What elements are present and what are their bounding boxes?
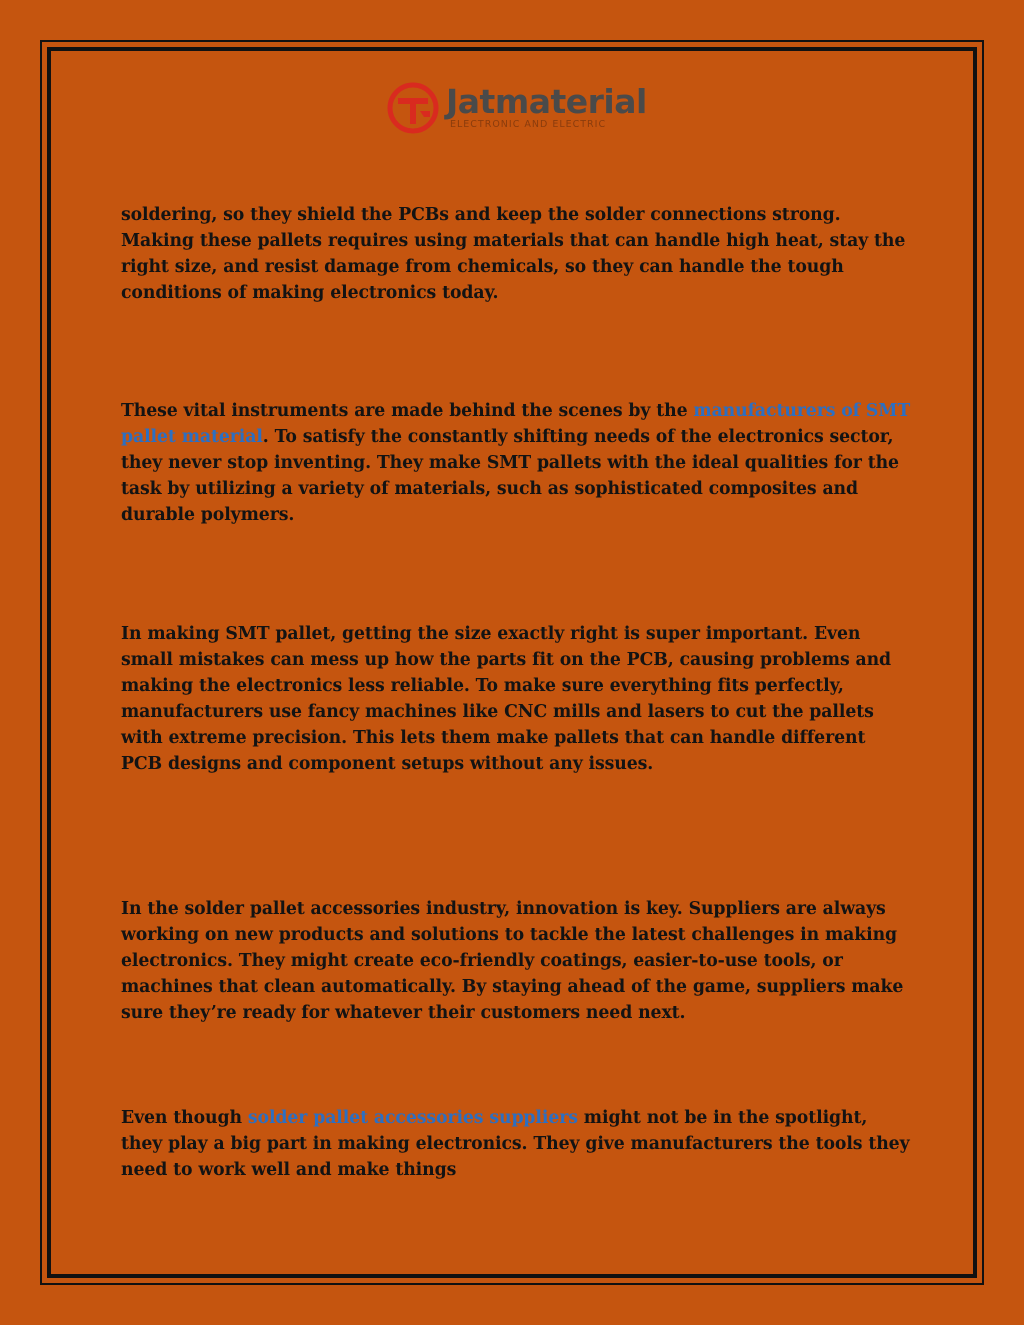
paragraph-pallet-materials: soldering, so they shield the PCBs and keep the solder connections strong. Making these pallets requires using materials that can handle high heat, stay the right size, and resist damage from chemicals, so they can handle the tough conditions of making electronics today. bbox=[121, 205, 906, 303]
paragraph-innovation: In the solder pallet accessories industry, innovation is key. Suppliers are always working on new products and solutions to tackle the latest challenges in making electronics. They might create eco-friendly coatings, easier-to-use tools, or machines that clean automatically. By staying ahead of the game, suppliers make sure they’re ready for whatever their customers need next. bbox=[121, 899, 904, 1023]
link-solder-pallet-accessories-suppliers[interactable]: solder pallet accessories suppliers bbox=[247, 1108, 578, 1128]
company-logo bbox=[386, 80, 647, 136]
t-circle-logo-icon bbox=[386, 81, 440, 135]
paragraph-suppliers bbox=[121, 1105, 911, 1183]
paragraph-text: might not be in the spotlight, they play a big part in making electronics. They give manufacturers the tools they need to work well and make things bbox=[121, 1108, 910, 1180]
logo-tagline: ELECTRONIC AND ELECTRIC bbox=[450, 119, 607, 130]
paragraph-text: Even though bbox=[121, 1108, 248, 1128]
paragraph-text: . To satisfy the constantly shifting needs of the electronics sector, they never stop inventing. They make SMT pallets with the ideal qualities for the task by utilizing a variety of materials, such as sophisticated composites and durable polymers. bbox=[121, 427, 899, 525]
paragraph-precision: In making SMT pallet, getting the size exactly right is super important. Even small mistakes can mess up how the parts fit on the PCB, causing problems and making the electronics less reliable. To make sure everything fits perfectly, manufacturers use fancy machines like CNC mills and lasers to cut the pallets with extreme precision. This lets them make pallets that can handle different PCB designs and component setups without any issues. bbox=[121, 624, 892, 774]
logo-wordmark: Jatmaterial bbox=[446, 82, 647, 121]
paragraph-text: These vital instruments are made behind the scenes by the bbox=[121, 401, 694, 421]
link-smt-pallet-material-manufacturers[interactable]: manufacturers of SMT pallet material bbox=[121, 401, 911, 447]
paragraph-manufacturers bbox=[121, 398, 911, 528]
